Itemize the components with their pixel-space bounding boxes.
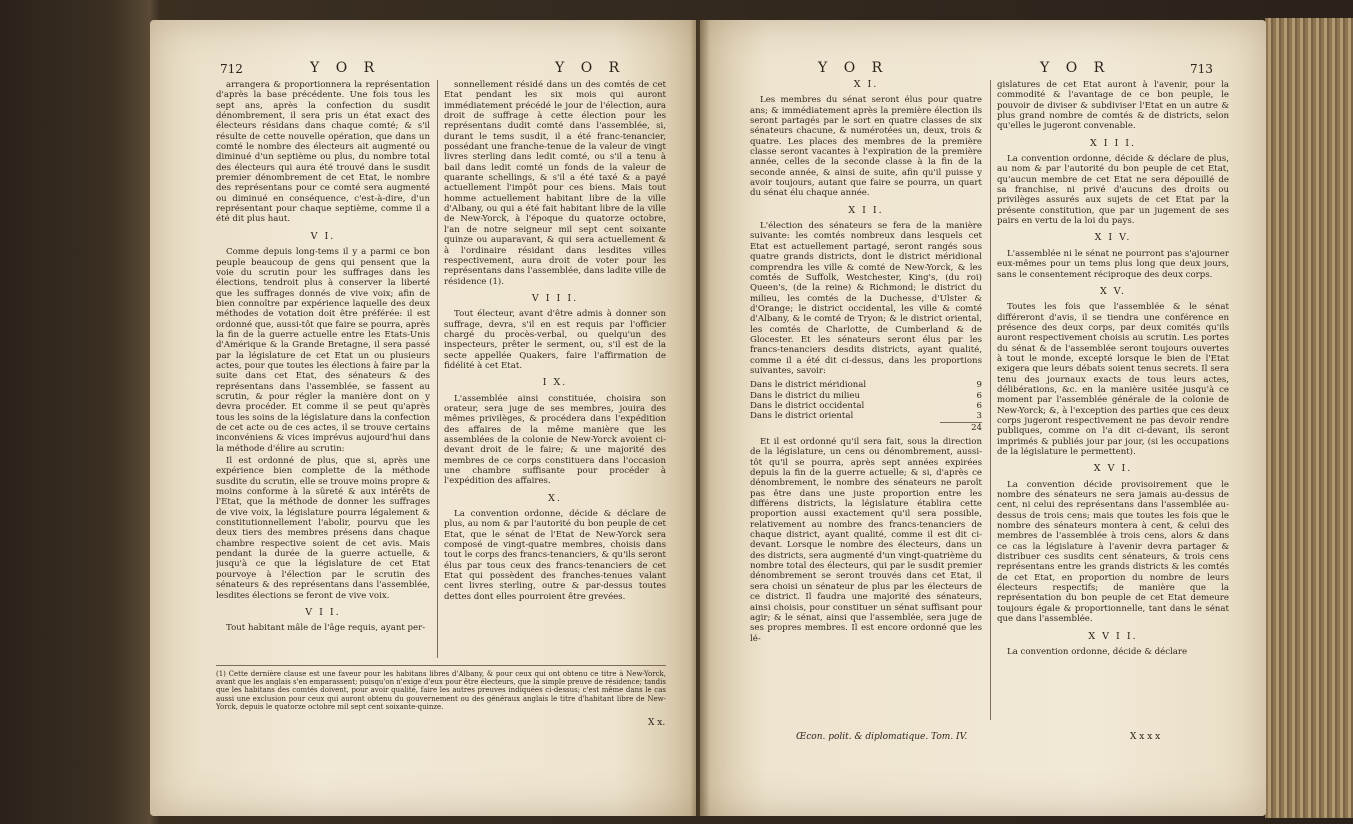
right-column-1 [750, 80, 982, 720]
paragraph: La convention décide provisoirement que le nombre des sénateurs ne sera jamais au-dessus de cent, ni celui des représentans dans l'assemblée au-dessus de trois cens; mais que toutes les fois que le nombre des sénateurs montera à cent, & celui des membres de l'assemblée à trois cens, alors & dans ce cas la législature à l'avenir devra partager & distribuer ces susdits cent sénateurs, & trois cens représentans entre les grands districts & les comtés de cet Etat, en proportion du nombre de leurs électeurs respectifs; de manière que la représentation du bon peuple de cet Etat demeure toujours égale & proportionnelle, tant dans le sénat que dans l'assemblée. [997, 479, 1229, 625]
paragraph: Et il est ordonné qu'il sera fait, sous la direction de la législature, un cens ou dénombrement, aussi-tôt qu'il se pourra, après sept années expirées depuis la fin de la guerre actuelle; & si, d'après ce dénombrement, le nombre des sénateurs ne paroît pas être dans une juste proportion entre les différens districts, la législature établira cette proportion aussi exactement qu'il sera possible, relativement au nombre des francs-tenanciers de chaque district, ayant qualité, comme il est dit ci-devant. Lorsque le nombre des électeurs, dans un des districts, sera augmenté d'un vingt-quatrième du nombre total des électeurs, qui par le susdit premier dénombrement se seront trouvés dans cet Etat, il sera choisi un sénateur de plus par les électeurs de ce district. Il faudra une majorité des sénateurs, ainsi choisis, pour constituer un sénat suffisant pour agir; & le sénat, ainsi que l'assemblée, sera juge de ses propres membres. Il est encore ordonné que les lé- [750, 437, 982, 644]
right-page [700, 20, 1266, 816]
right-column-2 [997, 80, 1229, 720]
section-heading: X I I. [848, 204, 884, 216]
paragraph: L'élection des sénateurs se fera de la manière suivante: les comtés nombreux dans lesquels cet Etat est actuellement partagé, seront rangés sous quatre grands districts, dont le district méridional comprendra les ville & comté de New-Yorck, & les comtés de Suffolk, Westchester, King's, (du roi) Queen's, (de la reine) & Richmond; le district du milieu, les comtés de la Duchesse, d'Ulster & d'Orange; le district occidental, les ville & comté d'Albany, & le comté de Tryon; & le district oriental, les comtés de Charlotte, de Cumberland & de Glocester. Et les sénateurs seront élus par les francs-tenanciers desdits districts, ayant qualité, comme il a été dit ci-dessus, dans les proportions suivantes, savoir: [750, 221, 982, 376]
district-table [750, 380, 982, 433]
paragraph: gislatures de cet Etat auront à l'avenir, pour la commodité & l'avantage de ce bon peuple, le pouvoir de diviser & subdiviser l'Etat en un autre & plus grand nombre de comtés & de districts, selon qu'elles le jugeront convenable. [997, 80, 1229, 132]
table-row: Dans le district du milieu 6 [750, 390, 982, 401]
section-heading: V I I. [305, 606, 341, 618]
paragraph: L'assemblée ni le sénat ne pourront pas s'ajourner eux-mêmes pour un tems plus long que deux jours, sans le consentement réciproque des deux corps. [997, 248, 1229, 280]
paragraph: Tout habitant mâle de l'âge requis, ayant per- [226, 623, 426, 634]
paragraph: La convention ordonne, décide & déclare [1007, 646, 1188, 657]
running-head: Y O R [1040, 60, 1111, 76]
left-column-1 [216, 80, 430, 658]
section-heading: V I I I. [531, 292, 579, 304]
paragraph: Les membres du sénat seront élus pour quatre ans; & immédiatement après la première élection ils seront partagés par le sort en quatre classes de six sénateurs chacune, & numérotées un, deux, trois & quatre. Les places des membres de la première classe seront vacantes à l'expiration de la première année, celles de la seconde classe à la fin de la seconde année, & ainsi de suite, afin qu'il puisse y avoir toujours, autant que faire se pourra, un quart du sénat élu chaque année. [750, 95, 982, 199]
section-heading: I X. [542, 377, 568, 389]
table-row: Dans le district occidental 6 [750, 400, 982, 411]
running-head: Y O R [555, 60, 626, 76]
page-number: 713 [1190, 62, 1213, 76]
section-heading: X I. [853, 80, 879, 90]
footer-title: Œcon. polit. & diplomatique. Tom. IV. [796, 732, 968, 742]
section-heading: X I V. [1094, 232, 1132, 244]
section-heading: X V. [1099, 285, 1126, 297]
running-head: Y O R [310, 60, 381, 76]
section-heading: X. [548, 492, 562, 504]
section-heading: X V I I. [1088, 630, 1138, 642]
section-heading: X V I. [1093, 463, 1133, 475]
table-row: Dans le district oriental 3 [750, 411, 982, 422]
running-head: Y O R [818, 60, 889, 76]
paragraph: Comme depuis long-tems il y a parmi ce bon peuple beaucoup de gens qui pensent que la voie du scrutin pour les suffrages dans les élections, tendroit plus à conserver la liberté que les suffrages donnés de vive voix; afin de bien connoître par expérience laquelle des deux méthodes de votation doit être préférée: il est ordonné que, aussi-tôt que faire se pourra, après la fin de la guerre actuelle entre les Etats-Unis d'Amérique & la Grande Bretagne, il sera passé par la législature de cet Etat un ou plusieurs actes, pour que toutes les élections à faire par la suite dans cet Etat, des sénateurs & des représentans dans l'assemblée, se fassent au scrutin, & pour régler la manière dont on y devra procéder. Et comme il se peut qu'après tous les soins de la législature dans la confection de cet acte ou de ces actes, il se trouve certains inconvéniens & vices imprévus aujourd'hui dans la méthode d'élire au scrutin: [216, 247, 430, 454]
column-divider [990, 80, 991, 720]
section-heading: X I I I. [1089, 137, 1137, 149]
paragraph: La convention ordonne, décide & déclare de plus, au nom & par l'autorité du bon peuple de cet Etat, que le sénat de l'Etat de New-Yorck sera composé de vingt-quatre membres, choisis dans tout le corps des francs-tenanciers, & qu'ils seront élus par tous ceux des francs-tenanciers de cet Etat qui possèdent des franches-tenues valant cent livres sterling, outre & par-dessus toutes dettes dont elles pourroient être grevées. [444, 509, 666, 602]
paragraph: arrangera & proportionnera la représentation d'après la base précédente. Une fois tous les sept ans, après la confection du susdit dénombrement, il sera pris un état exact des électeurs résidans dans chaque comté; & s'il résulte de cette nouvelle opération, que dans un comté le nombre des électeurs ait augmenté ou diminué d'un septième ou plus, du nombre total des électeurs qui aura été trouvé dans le susdit premier dénombrement de cet Etat, le nombre des représentans pour ce comté sera augmenté ou diminué en conséquence, c'est-à-dire, d'un représentant pour chaque septième, comme il a été dit plus haut. [216, 80, 430, 225]
paragraph: L'assemblée ainsi constituée, choisira son orateur, sera juge de ses membres, jouira des mêmes privilèges, & procédera dans l'expédition des affaires de la même manière que les assemblées de la colonie de New-Yorck avoient ci-devant droit de le faire; & une majorité des membres de ce corps constituera dans l'occasion une chambre suffisante pour procéder à l'expédition des affaires. [444, 393, 666, 487]
paragraph: La convention ordonne, décide & déclare de plus, au nom & par l'autorité du bon peuple de cet Etat, qu'aucun membre de cet Etat ne sera dépouillé de sa franchise, ni privé d'aucuns des droits ou privilèges assurés aux sujets de cet Etat par la présente constitution, que par un jugement de ses pairs en vertu de la loi du pays. [997, 154, 1229, 227]
signature-mark: X x x x [1130, 732, 1161, 742]
page-number: 712 [220, 62, 243, 76]
left-column-2 [444, 80, 666, 658]
paragraph: Il est ordonné de plus, que si, après une expérience bien complette de la méthode susdite du scrutin, elle se trouve moins propre & moins conforme à la sûreté & aux intérêts de l'Etat, que la méthode de donner les suffrages de vive voix, la législature pourra légalement & constitutionnellement l'abolir, pourvu que les deux tiers des membres présens dans chaque chambre respective soient de cet avis. Mais pendant la durée de la guerre actuelle, & jusqu'à ce que la législature de cet Etat pourvoye à l'élection par le scrutin des sénateurs & des représentans dans l'assemblée, lesdites élections se feront de vive voix. [216, 456, 430, 601]
left-page [150, 20, 696, 816]
paragraph: sonnellement résidé dans un des comtés de cet Etat pendant les six mois qui auront immédiatement précédé le jour de l'élection, aura droit de suffrage à cette élection pour les représentans dudit comté dans l'assemblée, si, durant le tems susdit, il a été franc-tenancier, possédant une franche-tenue de la valeur de vingt livres sterling dans ledit comté, ou s'il a tenu à bail dans ledit comté un fonds de la valeur de quarante schellings, & s'il a été taxé & a payé actuellement l'impôt pour ces biens. Mais tout homme actuellement habitant libre de la ville d'Albany, ou qui a été fait habitant libre de la ville de New-Yorck, à l'époque du quatorze octobre, l'an de notre seigneur mil sept cent soixante quinze ou auparavant, & qui sera actuellement & à l'ordinaire résidant dans lesdites villes respectivement, aura droit de voter pour les représentans dans l'assemblée, dans ladite ville de résidence (1). [444, 80, 666, 287]
paragraph: Toutes les fois que l'assemblée & le sénat différeront d'avis, il se tiendra une conférence en présence des deux corps, par deux comités qu'ils auront respectivement choisis au scrutin. Les portes du sénat & de l'assemblée seront toujours ouvertes à tout le monde, excepté lorsque le bien de l'Etat exigera que leurs débats soient tenus secrets. Il sera tenu des journaux exacts de tous leurs actes, délibérations, &c. en la manière usitée jusqu'à ce moment par l'assemblée générale de la colonie de New-Yorck; &, à l'exception des parties que ces deux corps jugeront respectivement ne pas devoir rendre publiques, comme on l'a dit ci-devant, ils seront imprimés & publiés jour par jour, (si les occupations de la législature le permettent). [997, 302, 1229, 457]
signature-mark: X x. [648, 718, 666, 728]
book-spine [1265, 18, 1353, 818]
footnote: (1) Cette dernière clause est une faveur pour les habitans libres d'Albany, & pour ceux qui ont obtenu ce titre à New-Yorck, avant que les anglais s'en emparassent; puisqu'on n'exige d'eux pour être électeurs, que la simple preuve de résidence; tandis que les habitans des comtés doivent, pour avoir qualité, faire les autres preuves indiquées ci-dessus; c'est même dans le cas aussi une exclusion pour ceux qui auront obtenu du gouvernement ou des généraux anglais le titre d'habitant libre de New-Yorck, depuis le quatorze octobre mil sept cent soixante-quinze. [216, 670, 666, 711]
footnote-rule [216, 665, 666, 666]
book-gutter [690, 20, 710, 816]
table-row: Dans le district méridional 9 [750, 380, 982, 391]
table-total: 24 [940, 422, 982, 433]
section-heading: V I. [310, 230, 336, 242]
column-divider [437, 80, 438, 658]
paragraph: Tout électeur, avant d'être admis à donner son suffrage, devra, s'il en est requis par l'officier chargé du procès-verbal, ou quelqu'un des inspecteurs, prêter le serment, ou, s'il est de la secte appellée Quakers, faire l'affirmation de fidélité à cet Etat. [444, 309, 666, 371]
